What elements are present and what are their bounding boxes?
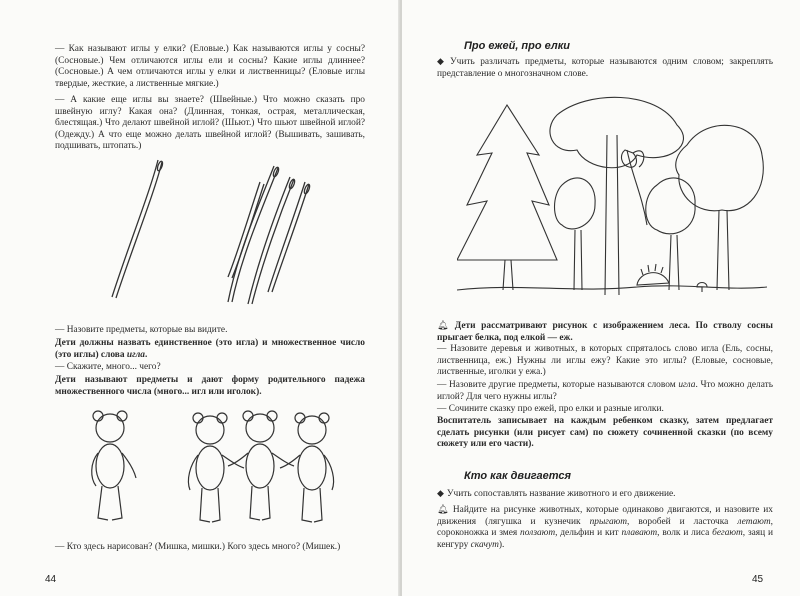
bears-illustration	[80, 408, 370, 533]
needles-illustration	[100, 152, 320, 312]
right-paragraph-1: 🔔︎ Дети рассматривают рисунок с изображением леса. По стволу сосны прыгает белка, под елкой — еж.	[437, 320, 773, 343]
right-paragraph-3: — Назовите другие предметы, которые называются словом игла. Что можно делать иглой? Для чего нужны иглы?	[437, 380, 773, 402]
spruce-tree	[457, 105, 557, 290]
left-paragraph-4: Дети должны назвать единственное (это игла) и множественное число (это иглы) слова игла.	[55, 338, 365, 360]
pine-tree	[550, 97, 684, 295]
left-paragraph-2: — А какие еще иглы вы знаете? (Швейные.) Что можно сказать про швейную иглу? Какая она? (Длинная, тонкая, острая, металлическая, блестящая.) Что делают швейной иглой? (Шьют.) Что шьют швейной иглой? (Одежду.) А что еще можно делать швейной иглой? (Вышивать, зашивать, подшивать, штопать.)	[55, 95, 365, 152]
left-paragraph-3: — Назовите предметы, которые вы видите.	[55, 325, 228, 335]
right-paragraph-2: — Назовите деревья и животных, в которых спряталось слово игла (Ель, сосны, лиственница, еж.) Нужны ли иглы ежу? Какие это иглы? (Еловые, сосновые, лиственные, иголки у ежа.)	[437, 344, 773, 378]
right-paragraph-5: Воспитатель записывает на каждым ребенком сказку, затем предлагает сделать рисунки (или рисует сам) по сюжету сочиненной сказки (по всему сюжету или его части).	[437, 416, 773, 450]
left-paragraph-7: — Кто здесь нарисован? (Мишка, мишки.) Кого здесь много? (Мишек.)	[55, 542, 341, 552]
bear-2	[188, 413, 244, 522]
right-page	[402, 0, 800, 596]
forest-illustration	[457, 95, 767, 305]
hedgehog	[637, 264, 669, 285]
page-number-right: 45	[752, 574, 764, 585]
right-paragraph-6: 🔔︎ Найдите на рисунке животных, которые одинаково двигаются, и назовите их движения (лягушка и кузнечик прыгают, воробей и ласточка летают, сороконожка и змея ползают, дельфин и кит плавают, волк и лиса бегают, заяц и кенгуру скачут).	[437, 504, 773, 550]
squirrel	[622, 150, 644, 167]
right-goal-1: ◆ Учить различать предметы, которые называются одним словом; закреплять представление о многозначном слове.	[437, 56, 773, 79]
right-goal-2: ◆ Учить сопоставлять название животного и его движение.	[437, 488, 676, 499]
deciduous-tree	[646, 125, 764, 290]
bear-1	[92, 411, 136, 520]
section-heading-1: Про ежей, про елки	[464, 40, 571, 52]
bear-4	[280, 413, 334, 522]
left-paragraph-1: — Как называют иглы у елки? (Еловые.) Как называются иглы у сосны? (Сосновые.) Чем отличаются иглы ели и сосны? Какие иглы длиннее? (Сосновые.) А чем отличаются иглы у елки и лиственницы? (Еловые иглы твердые, жесткие, а лиственные мягкие.)	[55, 44, 365, 89]
page-number-left: 44	[45, 574, 57, 585]
diamond-icon: ◆	[437, 56, 448, 66]
diamond-icon: ◆	[437, 488, 444, 498]
bell-icon: 🔔︎	[437, 320, 452, 330]
bell-icon: 🔔︎	[437, 504, 450, 514]
left-paragraph-5: — Скажите, много... чего?	[55, 362, 161, 372]
section-heading-2: Кто как двигается	[464, 470, 571, 482]
right-paragraph-4: — Сочините сказку про ежей, про елки и разные иголки.	[437, 404, 664, 414]
left-paragraph-6: Дети называют предметы и дают форму родительного падежа множественного числа (много... игл или иголок).	[55, 375, 365, 397]
